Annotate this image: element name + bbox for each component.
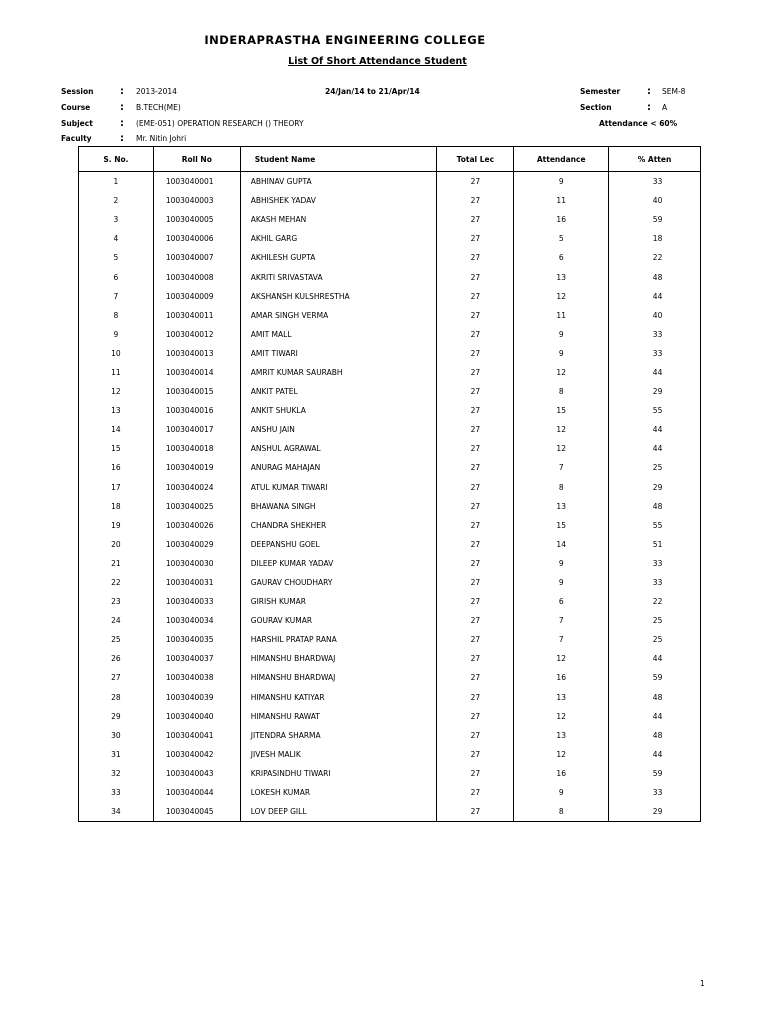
cell-serial-no: 10 [111,348,121,358]
date-range: 24/Jan/14 to 21/Apr/14 [325,87,420,96]
faculty-value: Mr. Nitin Johri [136,134,187,143]
cell-student-name: DEEPANSHU GOEL [240,535,437,554]
header-total-lec: Total Lec [437,147,514,172]
cell-attendance: 8 [514,478,609,497]
cell-serial-no: 1 [113,177,119,187]
cell-roll-no: 1003040024 [153,478,240,497]
cell-percent-atten: 44 [609,745,701,764]
cell-student-name: AKASH MEHAN [240,210,437,229]
table-row [79,649,701,668]
cell-total-lec: 27 [437,707,514,726]
cell-percent-atten: 59 [609,764,701,783]
cell-student-name: ANSHUL AGRAWAL [240,439,437,458]
cell-total-lec: 27 [437,726,514,745]
cell-percent-atten: 33 [609,172,701,192]
cell-attendance: 6 [514,592,609,611]
header-serial-no: S. No. [79,147,154,172]
cell-total-lec: 27 [437,516,514,535]
cell-roll-no: 1003040041 [153,726,240,745]
cell-roll-no: 1003040018 [153,439,240,458]
cell-student-name: BHAWANA SINGH [240,497,437,516]
cell-serial-no: 28 [111,692,121,702]
cell-percent-atten: 29 [609,382,701,401]
session-value: 2013-2014 [136,87,177,96]
cell-serial-no: 11 [111,367,121,377]
cell-percent-atten: 48 [609,726,701,745]
cell-total-lec: 27 [437,401,514,420]
cell-attendance: 9 [514,325,609,344]
cell-roll-no: 1003040040 [153,707,240,726]
table-row [79,745,701,764]
cell-student-name: ABHINAV GUPTA [240,172,437,192]
cell-percent-atten: 44 [609,707,701,726]
table-row [79,707,701,726]
cell-student-name: AKHIL GARG [240,229,437,248]
cell-attendance: 9 [514,554,609,573]
cell-roll-no: 1003040006 [153,229,240,248]
cell-student-name: HIMANSHU RAWAT [240,707,437,726]
cell-attendance: 16 [514,764,609,783]
section-label: Section [580,103,612,112]
table-row [79,439,701,458]
cell-roll-no: 1003040016 [153,401,240,420]
cell-serial-no: 27 [111,673,121,683]
cell-total-lec: 27 [437,172,514,192]
session-label: Session [61,87,94,96]
cell-roll-no: 1003040025 [153,497,240,516]
cell-roll-no: 1003040019 [153,458,240,477]
header-attendance: Attendance [514,147,609,172]
cell-serial-no: 5 [113,253,119,263]
cell-attendance: 14 [514,535,609,554]
cell-roll-no: 1003040035 [153,630,240,649]
attendance-criteria: Attendance < 60% [599,119,678,128]
cell-percent-atten: 55 [609,516,701,535]
cell-attendance: 15 [514,401,609,420]
cell-total-lec: 27 [437,630,514,649]
cell-roll-no: 1003040044 [153,783,240,802]
cell-serial-no: 25 [111,635,121,645]
cell-percent-atten: 33 [609,573,701,592]
cell-percent-atten: 25 [609,630,701,649]
session-colon: : [120,86,124,97]
cell-attendance: 7 [514,458,609,477]
table-row [79,363,701,382]
cell-percent-atten: 18 [609,229,701,248]
cell-percent-atten: 33 [609,554,701,573]
faculty-colon: : [120,133,124,144]
cell-total-lec: 27 [437,745,514,764]
semester-colon: : [647,86,651,97]
table-row [79,554,701,573]
cell-attendance: 6 [514,248,609,267]
cell-total-lec: 27 [437,497,514,516]
cell-total-lec: 27 [437,267,514,286]
cell-roll-no: 1003040012 [153,325,240,344]
cell-percent-atten: 44 [609,439,701,458]
cell-attendance: 8 [514,802,609,822]
cell-percent-atten: 55 [609,401,701,420]
cell-serial-no: 9 [113,329,119,339]
table-row [79,592,701,611]
cell-attendance: 8 [514,382,609,401]
cell-serial-no: 4 [113,234,119,244]
cell-roll-no: 1003040007 [153,248,240,267]
cell-roll-no: 1003040013 [153,344,240,363]
cell-roll-no: 1003040038 [153,668,240,687]
cell-serial-no: 17 [111,482,121,492]
table-row [79,573,701,592]
table-row [79,248,701,267]
cell-student-name: AKSHANSH KULSHRESTHA [240,287,437,306]
table-row [79,191,701,210]
cell-attendance: 13 [514,267,609,286]
cell-student-name: AMAR SINGH VERMA [240,306,437,325]
cell-total-lec: 27 [437,688,514,707]
cell-roll-no: 1003040045 [153,802,240,822]
cell-percent-atten: 59 [609,668,701,687]
cell-student-name: AMIT TIWARI [240,344,437,363]
table-row [79,210,701,229]
cell-roll-no: 1003040015 [153,382,240,401]
cell-percent-atten: 48 [609,267,701,286]
cell-total-lec: 27 [437,229,514,248]
cell-student-name: ABHISHEK YADAV [240,191,437,210]
cell-percent-atten: 40 [609,191,701,210]
header-roll-no: Roll No [153,147,240,172]
cell-serial-no: 26 [111,654,121,664]
report-title: List Of Short Attendance Student [288,56,467,67]
cell-attendance: 12 [514,287,609,306]
cell-attendance: 13 [514,688,609,707]
subject-value: (EME-051) OPERATION RESEARCH () THEORY [136,119,304,128]
table-row [79,726,701,745]
cell-attendance: 9 [514,172,609,192]
cell-total-lec: 27 [437,287,514,306]
cell-percent-atten: 29 [609,802,701,822]
cell-student-name: JITENDRA SHARMA [240,726,437,745]
cell-roll-no: 1003040014 [153,363,240,382]
table-row [79,382,701,401]
cell-total-lec: 27 [437,649,514,668]
cell-serial-no: 3 [113,215,119,225]
cell-student-name: AMRIT KUMAR SAURABH [240,363,437,382]
table-row [79,497,701,516]
cell-student-name: HIMANSHU KATIYAR [240,688,437,707]
course-label: Course [61,103,91,112]
cell-roll-no: 1003040003 [153,191,240,210]
table-row [79,516,701,535]
cell-percent-atten: 22 [609,248,701,267]
cell-total-lec: 27 [437,439,514,458]
cell-serial-no: 29 [111,711,121,721]
cell-total-lec: 27 [437,611,514,630]
section-value: A [662,103,668,112]
cell-total-lec: 27 [437,210,514,229]
table-row [79,306,701,325]
cell-total-lec: 27 [437,191,514,210]
cell-percent-atten: 33 [609,344,701,363]
cell-student-name: JIVESH MALIK [240,745,437,764]
cell-roll-no: 1003040009 [153,287,240,306]
table-row [79,325,701,344]
cell-attendance: 5 [514,229,609,248]
cell-total-lec: 27 [437,802,514,822]
cell-serial-no: 13 [111,406,121,416]
cell-percent-atten: 44 [609,420,701,439]
cell-serial-no: 15 [111,444,121,454]
page-number: 1 [700,979,705,988]
cell-serial-no: 7 [113,291,119,301]
cell-serial-no: 24 [111,616,121,626]
cell-total-lec: 27 [437,344,514,363]
attendance-table [78,146,701,822]
cell-serial-no: 2 [113,196,119,206]
table-row [79,688,701,707]
cell-total-lec: 27 [437,478,514,497]
cell-serial-no: 21 [111,558,121,568]
college-name: INDERAPRASTHA ENGINEERING COLLEGE [204,33,486,47]
section-colon: : [647,102,651,113]
table-row [79,267,701,286]
course-colon: : [120,102,124,113]
cell-total-lec: 27 [437,783,514,802]
cell-attendance: 13 [514,726,609,745]
cell-attendance: 9 [514,344,609,363]
header-student-name: Student Name [240,147,437,172]
cell-serial-no: 19 [111,520,121,530]
cell-student-name: LOKESH KUMAR [240,783,437,802]
cell-student-name: HIMANSHU BHARDWAJ [240,649,437,668]
cell-serial-no: 20 [111,539,121,549]
cell-total-lec: 27 [437,248,514,267]
cell-serial-no: 14 [111,425,121,435]
semester-value: SEM-8 [662,87,686,96]
cell-attendance: 15 [514,516,609,535]
table-row [79,287,701,306]
cell-percent-atten: 25 [609,458,701,477]
cell-student-name: CHANDRA SHEKHER [240,516,437,535]
cell-attendance: 12 [514,420,609,439]
semester-label: Semester [580,87,621,96]
table-row [79,764,701,783]
cell-percent-atten: 40 [609,306,701,325]
cell-student-name: AMIT MALL [240,325,437,344]
table-header-row [79,147,701,172]
cell-student-name: LOV DEEP GILL [240,802,437,822]
table-row [79,668,701,687]
cell-percent-atten: 51 [609,535,701,554]
cell-percent-atten: 29 [609,478,701,497]
cell-total-lec: 27 [437,325,514,344]
cell-student-name: AKHILESH GUPTA [240,248,437,267]
cell-serial-no: 8 [113,310,119,320]
table-row [79,630,701,649]
cell-student-name: HIMANSHU BHARDWAJ [240,668,437,687]
course-value: B.TECH(ME) [136,103,181,112]
table-row [79,401,701,420]
cell-attendance: 16 [514,210,609,229]
table-row [79,783,701,802]
table-row [79,478,701,497]
table-row [79,420,701,439]
cell-roll-no: 1003040037 [153,649,240,668]
cell-student-name: GOURAV KUMAR [240,611,437,630]
cell-total-lec: 27 [437,573,514,592]
cell-roll-no: 1003040011 [153,306,240,325]
cell-attendance: 9 [514,573,609,592]
cell-serial-no: 32 [111,768,121,778]
cell-student-name: AKRITI SRIVASTAVA [240,267,437,286]
cell-percent-atten: 48 [609,688,701,707]
cell-attendance: 11 [514,191,609,210]
cell-student-name: ATUL KUMAR TIWARI [240,478,437,497]
table-row [79,535,701,554]
cell-roll-no: 1003040042 [153,745,240,764]
cell-student-name: KRIPASINDHU TIWARI [240,764,437,783]
cell-roll-no: 1003040026 [153,516,240,535]
cell-percent-atten: 33 [609,325,701,344]
cell-total-lec: 27 [437,535,514,554]
cell-roll-no: 1003040034 [153,611,240,630]
cell-percent-atten: 59 [609,210,701,229]
cell-student-name: GIRISH KUMAR [240,592,437,611]
cell-percent-atten: 22 [609,592,701,611]
table-row [79,802,701,822]
cell-student-name: GAURAV CHOUDHARY [240,573,437,592]
faculty-label: Faculty [61,134,92,143]
cell-serial-no: 16 [111,463,121,473]
cell-serial-no: 33 [111,788,121,798]
table-row [79,344,701,363]
table-row [79,229,701,248]
cell-attendance: 7 [514,611,609,630]
cell-serial-no: 12 [111,387,121,397]
cell-attendance: 12 [514,707,609,726]
cell-percent-atten: 44 [609,649,701,668]
cell-attendance: 7 [514,630,609,649]
cell-attendance: 9 [514,783,609,802]
cell-attendance: 12 [514,745,609,764]
table-row [79,458,701,477]
cell-roll-no: 1003040031 [153,573,240,592]
cell-total-lec: 27 [437,382,514,401]
cell-roll-no: 1003040017 [153,420,240,439]
cell-percent-atten: 33 [609,783,701,802]
cell-roll-no: 1003040039 [153,688,240,707]
cell-total-lec: 27 [437,668,514,687]
cell-roll-no: 1003040030 [153,554,240,573]
cell-roll-no: 1003040001 [153,172,240,192]
cell-total-lec: 27 [437,592,514,611]
cell-roll-no: 1003040008 [153,267,240,286]
cell-student-name: ANSHU JAIN [240,420,437,439]
cell-attendance: 16 [514,668,609,687]
cell-serial-no: 18 [111,501,121,511]
cell-serial-no: 31 [111,749,121,759]
cell-attendance: 13 [514,497,609,516]
subject-label: Subject [61,119,93,128]
cell-attendance: 12 [514,649,609,668]
cell-student-name: ANURAG MAHAJAN [240,458,437,477]
cell-roll-no: 1003040029 [153,535,240,554]
header-percent-atten: % Atten [609,147,701,172]
cell-percent-atten: 25 [609,611,701,630]
cell-total-lec: 27 [437,764,514,783]
cell-serial-no: 23 [111,597,121,607]
cell-student-name: HARSHIL PRATAP RANA [240,630,437,649]
cell-attendance: 11 [514,306,609,325]
cell-percent-atten: 48 [609,497,701,516]
cell-total-lec: 27 [437,554,514,573]
cell-total-lec: 27 [437,458,514,477]
cell-serial-no: 30 [111,730,121,740]
cell-attendance: 12 [514,363,609,382]
cell-total-lec: 27 [437,420,514,439]
cell-roll-no: 1003040005 [153,210,240,229]
cell-serial-no: 22 [111,578,121,588]
cell-roll-no: 1003040033 [153,592,240,611]
cell-student-name: ANKIT SHUKLA [240,401,437,420]
subject-colon: : [120,118,124,129]
cell-student-name: ANKIT PATEL [240,382,437,401]
table-row [79,611,701,630]
cell-total-lec: 27 [437,363,514,382]
cell-serial-no: 6 [113,272,119,282]
cell-roll-no: 1003040043 [153,764,240,783]
cell-serial-no: 34 [111,807,121,817]
cell-percent-atten: 44 [609,363,701,382]
cell-percent-atten: 44 [609,287,701,306]
cell-total-lec: 27 [437,306,514,325]
cell-attendance: 12 [514,439,609,458]
cell-student-name: DILEEP KUMAR YADAV [240,554,437,573]
table-row [79,172,701,192]
